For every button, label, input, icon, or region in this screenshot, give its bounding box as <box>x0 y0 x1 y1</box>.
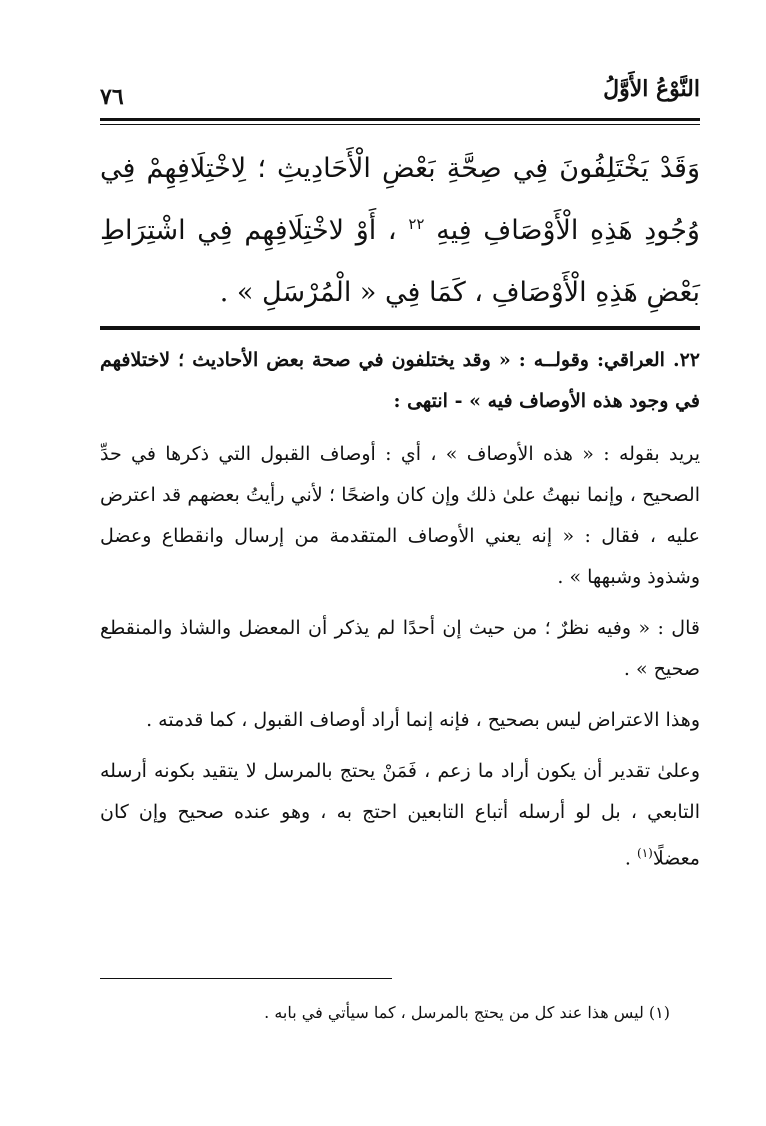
note-label: ٢٢. العراقي: <box>597 349 700 371</box>
commentary-paragraph: قال : « وفيه نظرٌ ؛ من حيث إن أحدًا لم يذكر أن المعضل والشاذ والمنقطع صحيح » . <box>100 617 700 680</box>
last-paragraph-end: . <box>624 847 637 870</box>
chapter-title: النَّوْعُ الأَوَّلُ <box>603 76 700 102</box>
commentary <box>100 340 700 889</box>
commentary-heading <box>100 340 700 422</box>
note-heading-text: وقولــه : « وقد يختلفون في صحة بعض الأحاديث ؛ لاختلافهم في وجود هذه الأوصاف فيه » - انتهى : <box>100 349 700 412</box>
commentary-paragraph: وهذا الاعتراض ليس بصحيح ، فإنه إنما أراد أوصاف القبول ، كما قدمته . <box>146 709 700 731</box>
commentary-paragraph-last <box>100 751 700 879</box>
footnote: (١) ليس هذا عند كل من يحتج بالمرسل ، كما سيأتي في بابه . <box>264 1003 670 1022</box>
section-separator <box>100 326 700 330</box>
commentary-paragraph: يريد بقوله : « هذه الأوصاف » ، أي : أوصاف القبول التي ذكرها في حدِّ الصحيح ، وإنما نبهتُ علىٰ ذلك وإن كان واضحًا ؛ لأني رأيتُ بعضهم قد اعترض عليه ، فقال : « إنه يعني الأوصاف المتقدمة من إرسال وانقطاع وعضل وشذوذ وشبهها » . <box>100 443 700 588</box>
footnote-reference: (١) <box>637 846 653 860</box>
main-text-part2: ، أَوْ لاخْتِلَافِهِم فِي اشْتِرَاطِ بَعْضِ هَذِهِ الْأَوْصَافِ ، كَمَا فِي « الْمُرْسَلِ » . <box>100 215 700 308</box>
header-rule-thick <box>100 118 700 121</box>
main-text <box>100 138 700 324</box>
running-header <box>100 76 700 116</box>
footnote-rule <box>100 978 392 979</box>
main-text-part1: وَقَدْ يَخْتَلِفُونَ فِي صِحَّةِ بَعْضِ الْأَحَادِيثِ ؛ لِاخْتِلَافِهِمْ فِي وُجُودِ هَذِهِ الْأَوْصَافِ فِيهِ <box>100 153 700 246</box>
note-reference: ٢٢ <box>408 215 425 233</box>
page-number: ٧٦ <box>100 84 124 110</box>
header-rule-thin <box>100 124 700 125</box>
last-paragraph-text: وعلىٰ تقدير أن يكون أراد ما زعم ، فَمَنْ يحتج بالمرسل لا يتقيد بكونه أرسله التابعي ، بل لو أرسله أتباع التابعين احتج به ، وهو عنده صحيح وإن كان معضلًا <box>100 760 700 870</box>
